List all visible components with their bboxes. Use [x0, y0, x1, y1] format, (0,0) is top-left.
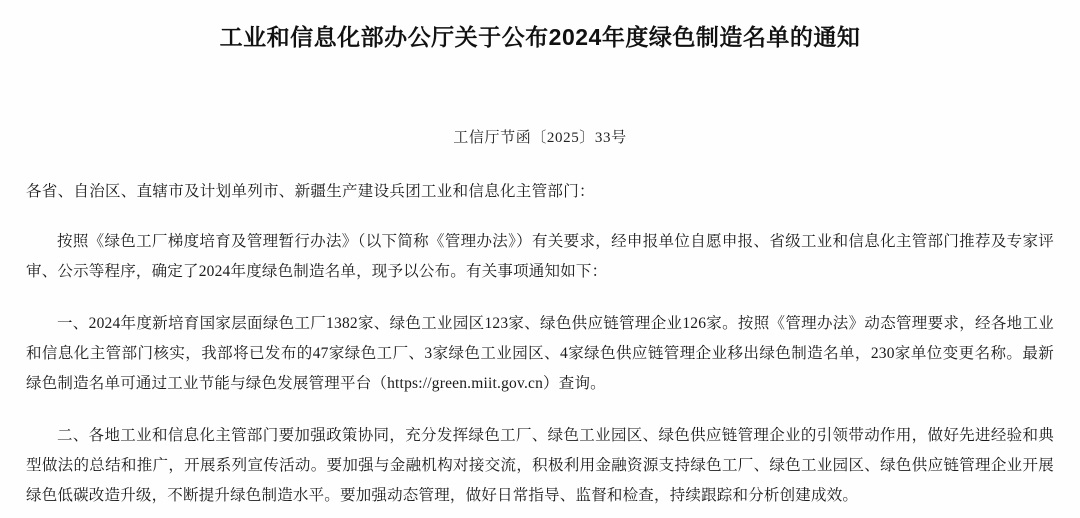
- addressee-line: 各省、自治区、直辖市及计划单列市、新疆生产建设兵团工业和信息化主管部门：: [26, 183, 595, 200]
- body-paragraph-3: 二、各地工业和信息化主管部门要加强政策协同，充分发挥绿色工厂、绿色工业园区、绿色供应链管理企业的引领带动作用，做好先进经验和典型做法的总结和推广，开展系列宣传活动。要加强与金融机构对接交流，积极利用金融资源支持绿色工厂、绿色工业园区、绿色供应链管理企业开展绿色低碳改造升级，不断提升绿色制造水平。要加强动态管理，做好日常指导、监督和检查，持续跟踪和分析创建成效。: [26, 427, 1054, 504]
- document-number: 工信厅节函〔2025〕33号: [453, 130, 627, 146]
- body-paragraph-2: 一、2024年度新培育国家层面绿色工厂1382家、绿色工业园区123家、绿色供应链管理企业126家。按照《管理办法》动态管理要求，经各地工业和信息化主管部门核实，我部将已发布的47家绿色工厂、3家绿色工业园区、4家绿色供应链管理企业移出绿色制造名单，230家单位变更名称。最新绿色制造名单可通过工业节能与绿色发展管理平台（https://green.miit.gov.cn）查询。: [26, 315, 1054, 392]
- body-paragraph-1: 按照《绿色工厂梯度培育及管理暂行办法》（以下简称《管理办法》）有关要求，经申报单位自愿申报、省级工业和信息化主管部门推荐及专家评审、公示等程序，确定了2024年度绿色制造名单，现予以公布。有关事项通知如下：: [26, 233, 1054, 280]
- page-title: 工业和信息化部办公厅关于公布2024年度绿色制造名单的通知: [219, 24, 861, 50]
